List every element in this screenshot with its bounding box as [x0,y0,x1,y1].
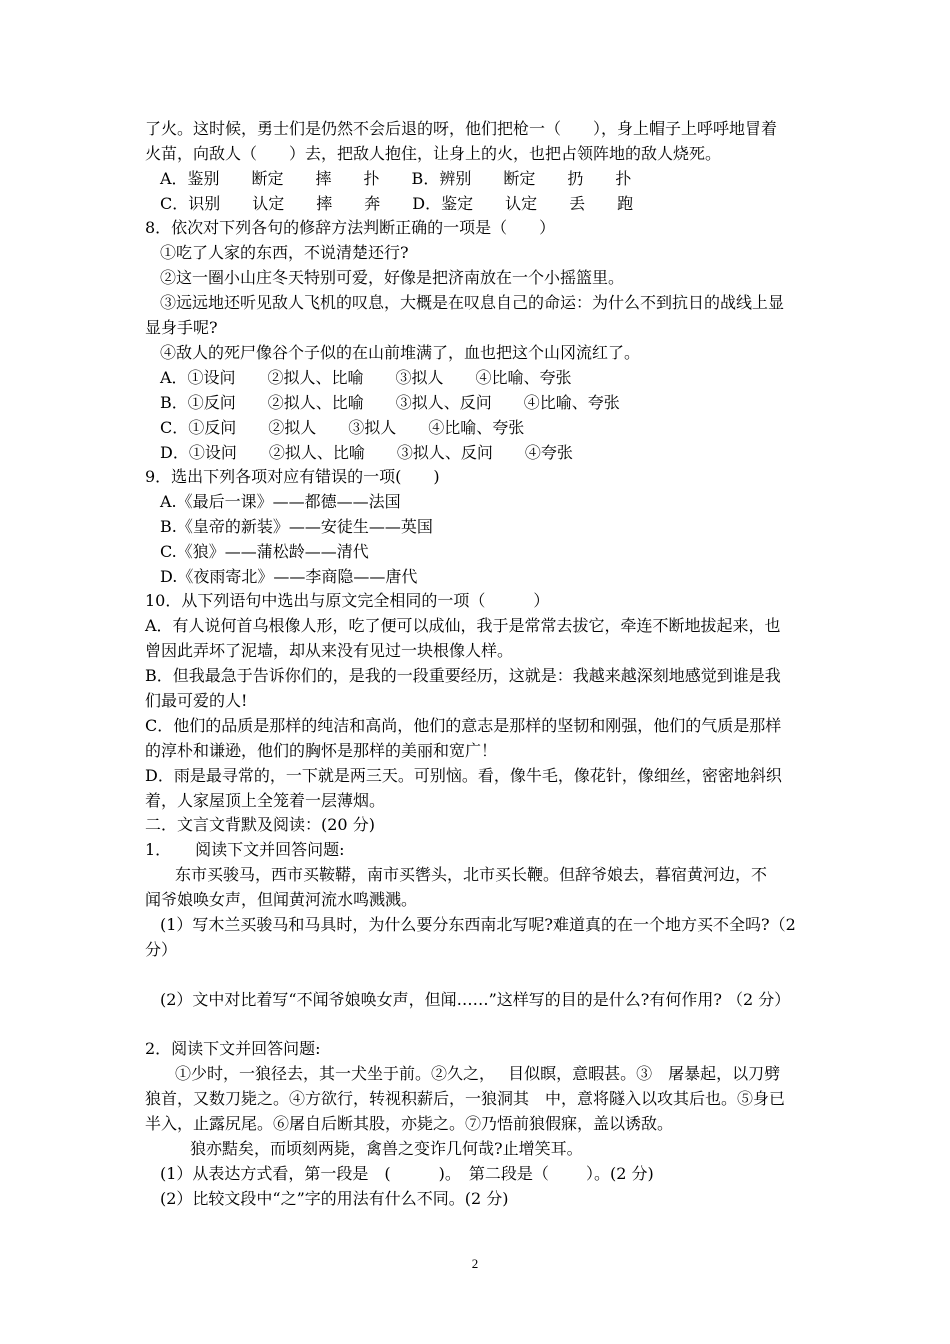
text-line: 显身手呢? [145,318,218,337]
sub-question-2: (2）比较文段中“之”字的用法有什么不同。(2 分) [160,1189,509,1208]
option-b: B．①反问 ②拟人、比喻 ③拟人、反问 ④比喻、夸张 [160,393,620,412]
option-line: A．鉴别 断定 摔 扑 B．辨别 断定 扔 扑 [160,169,632,188]
option-b: B．但我最急于告诉你们的，是我的一段重要经历，这就是：我越来越深刻地感觉到谁是我 [145,666,781,685]
passage-line: 狼亦黠矣，而顷刻两毙，禽兽之变诈几何哉?止增笑耳。 [190,1139,583,1158]
option-line: C．识别 认定 摔 奔 D．鉴定 认定 丢 跑 [160,194,634,213]
option-c: C．①反问 ②拟人 ③拟人 ④比喻、夸张 [160,418,525,437]
sentence-4: ④敌人的死尸像谷个子似的在山前堆满了，血也把这个山冈流红了。 [160,343,641,362]
question-10: 10．从下列语句中选出与原文完全相同的一项（ ） [145,591,550,610]
text-line: 火苗，向敌人（ ）去，把敌人抱住，让身上的火，也把占领阵地的敌人烧死。 [145,144,722,163]
passage-line: 狼首，又数刀毙之。④方欲行，转视积薪后，一狼洞其 中，意将隧入以攻其后也。⑤身已 [145,1089,786,1108]
option-c: C.《狼》——蒲松龄——清代 [160,542,369,561]
sentence-3: ③远远地还听见敌人飞机的叹息，大概是在叹息自己的命运：为什么不到抗日的战线上显 [160,293,785,312]
text-line: 了火。这时候，勇士们是仍然不会后退的呀，他们把枪一（ ），身上帽子上呼呼地冒着 [145,119,778,138]
question-8: 8．依次对下列各句的修辞方法判断正确的一项是（ ） [145,218,556,237]
sub-question-1: (1）写木兰买骏马和马具时，为什么要分东西南北写呢?难道真的在一个地方买不全吗?（2 [160,915,796,934]
reading-1-title: 1． 阅读下文并回答问题: [145,840,345,859]
text-line: 曾因此弄坏了泥墙，却从来没有见过一块根像人样。 [145,641,514,660]
text-line: 们最可爱的人! [145,691,248,710]
passage-line: ①少时，一狼径去，其一犬坐于前。②久之， 目似瞑，意暇甚。③ 屠暴起，以刀劈 [175,1064,781,1083]
passage-line: 半入，止露尻尾。⑥屠自后断其股，亦毙之。⑦乃悟前狼假寐，盖以诱敌。 [145,1114,674,1133]
option-d: D．雨是最寻常的，一下就是两三天。可别恼。看，像牛毛，像花针，像细丝，密密地斜织 [145,766,782,785]
text-line: 分） [145,940,178,959]
page-number: 2 [471,1256,479,1271]
option-c: C．他们的品质是那样的纯洁和高尚，他们的意志是那样的坚韧和刚强，他们的气质是那样 [145,716,782,735]
option-d: D．①设问 ②拟人、比喻 ③拟人、反问 ④夸张 [160,443,573,462]
sentence-1: ①吃了人家的东西，不说清楚还行? [160,243,409,262]
text-line: 着，人家屋顶上全笼着一层薄烟。 [145,791,386,810]
text-line: 的淳朴和谦逊，他们的胸怀是那样的美丽和宽广！ [145,741,498,760]
option-a: A.《最后一课》——都德——法国 [160,492,401,511]
sub-question-2: (2）文中对比着写“不闻爷娘唤女声，但闻……”这样写的目的是什么?有何作用? （2 分） [160,990,791,1009]
option-d: D.《夜雨寄北》——李商隐——唐代 [160,567,418,586]
question-9: 9．选出下列各项对应有错误的一项( ) [145,467,440,486]
sub-question-1: (1）从表达方式看，第一段是 ( )。 第二段是（ ）。(2 分) [160,1164,654,1183]
passage-line: 东市买骏马，西市买鞍鞯，南市买辔头，北市买长鞭。但辞爷娘去，暮宿黄河边，不 [175,865,768,884]
section-heading: 二．文言文背默及阅读：(20 分) [145,815,375,834]
passage-line: 闻爷娘唤女声，但闻黄河流水鸣溅溅。 [145,890,418,909]
option-a: A．有人说何首乌根像人形，吃了便可以成仙，我于是常常去拔它，牵连不断地拔起来，也 [145,616,781,635]
sentence-2: ②这一圈小山庄冬天特别可爱，好像是把济南放在一个小摇篮里。 [160,268,625,287]
option-b: B.《皇帝的新装》——安徒生——英国 [160,517,433,536]
reading-2-title: 2．阅读下文并回答问题: [145,1039,321,1058]
option-a: A．①设问 ②拟人、比喻 ③拟人 ④比喻、夸张 [160,368,572,387]
